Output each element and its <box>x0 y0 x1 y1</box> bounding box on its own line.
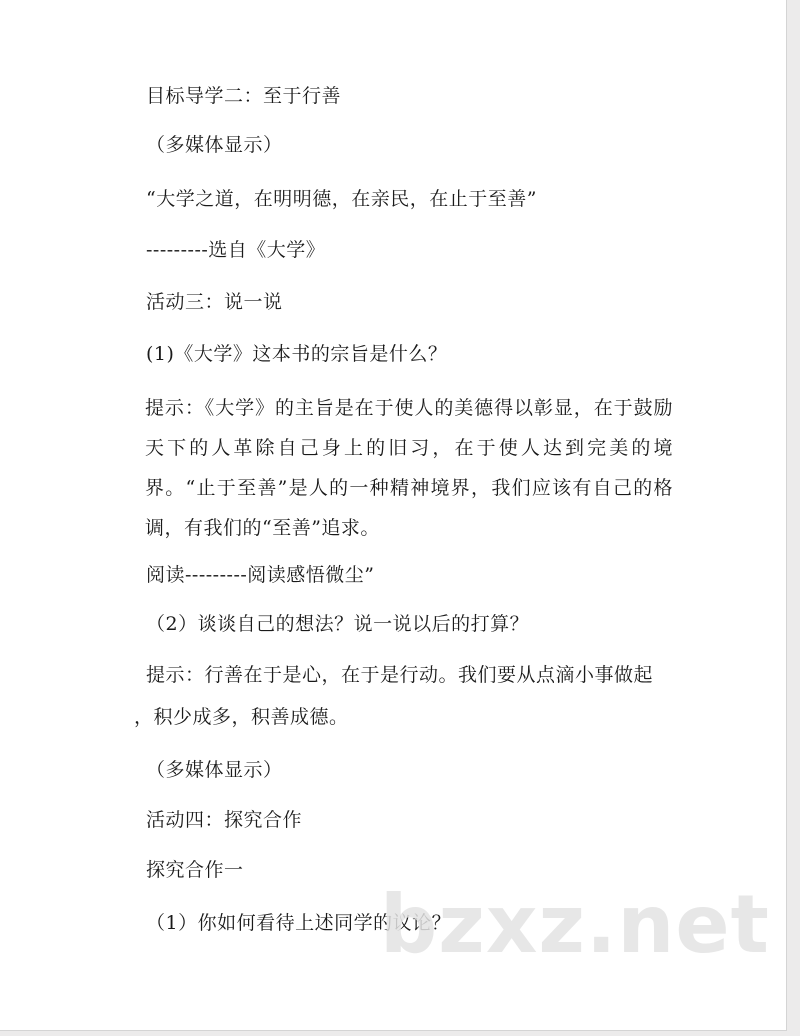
watermark-logo: bzxz.net <box>380 878 770 971</box>
quote-text: “大学之道，在明明德，在亲民，在止于至善” <box>146 188 537 210</box>
question-text: （2）谈谈自己的想法？说一说以后的打算？ <box>146 613 530 635</box>
hint-line: 提示：行善在于是心，在于是行动。我们要从点滴小事做起 <box>146 664 654 686</box>
hint-line: ，积少成多，积善成德。 <box>134 706 349 728</box>
quote-source: ---------选自《大学》 <box>146 239 326 261</box>
reading-line: 阅读---------阅读感悟微尘” <box>146 564 375 586</box>
question-text: (1)《大学》这本书的宗旨是什么？ <box>146 343 448 365</box>
multimedia-note: （多媒体显示） <box>146 134 283 156</box>
multimedia-note: （多媒体显示） <box>146 759 283 781</box>
activity-heading: 活动四：探究合作 <box>146 809 303 831</box>
goal-heading: 目标导学二：至于行善 <box>146 85 342 107</box>
question-text: （1）你如何看待上述同学的议论？ <box>146 912 452 934</box>
activity-heading: 活动三：说一说 <box>146 291 283 313</box>
section-heading: 探究合作一 <box>146 859 244 881</box>
hint-paragraph: 提示：《大学》的主旨是在于使人的美德得以彰显，在于鼓励天下的人革除自己身上的旧习，在于使人达到完美的境界。“止于至善”是人的一种精神境界，我们应该有自己的格调，有我们的“至善”追求。 <box>145 397 673 539</box>
